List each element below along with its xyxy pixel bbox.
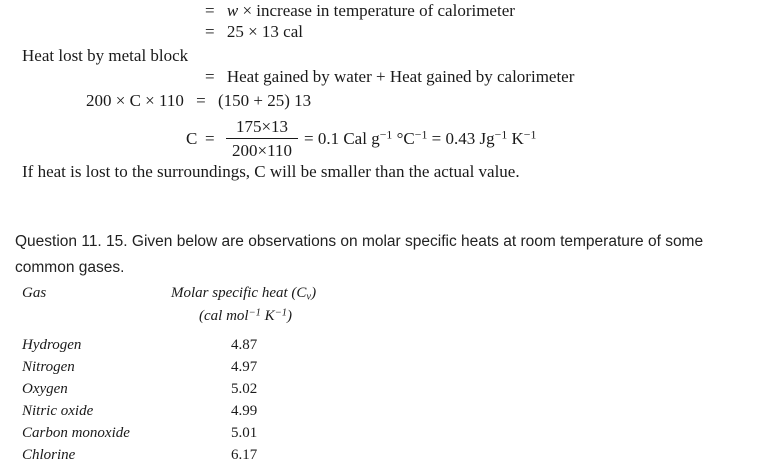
units-text: K: [260, 308, 275, 324]
units-close: ): [287, 308, 293, 324]
equation-text: × increase in temperature of calorimeter: [238, 1, 515, 20]
equation-result: [304, 129, 536, 149]
equals-sign: =: [196, 91, 206, 110]
header-close: ): [311, 285, 317, 301]
heat-lost-label: Heat lost by metal block: [22, 46, 189, 65]
column-header-gas: Gas: [22, 285, 47, 301]
equation-line-2: [205, 22, 303, 42]
equals-sign: =: [205, 22, 215, 41]
fraction-numerator: 175×13: [235, 117, 289, 136]
table-row-value: 4.99: [231, 403, 258, 419]
equation-text: Heat gained by water + Heat gained by calorimeter: [226, 67, 575, 86]
result-part-3: = 0.43 Jg: [427, 129, 495, 148]
table-row-value: 4.97: [231, 359, 258, 375]
equation-line-4: [86, 91, 311, 111]
equation-line-3: [205, 67, 574, 87]
equals-sign: =: [205, 67, 215, 86]
equation-lhs: 200 × C × 110: [86, 91, 184, 110]
equals-sign: =: [205, 1, 215, 20]
fraction-bar: [226, 138, 298, 139]
units-exponent: −1: [248, 307, 261, 319]
column-header-specific-heat: [171, 285, 316, 302]
table-row-gas: Carbon monoxide: [22, 425, 130, 441]
equals-sign: =: [205, 129, 215, 148]
units-exponent: −1: [274, 307, 288, 319]
fraction: [226, 117, 298, 161]
result-part-1: = 0.1 Cal g: [304, 129, 380, 148]
result-part-4: K: [507, 129, 524, 148]
conclusion-text: If heat is lost to the surroundings, C will be smaller than the actual value.: [22, 162, 520, 181]
exponent: −1: [494, 127, 508, 142]
variable-w: w: [226, 1, 239, 20]
equation-line-1: [205, 1, 515, 21]
table-row-value: 4.87: [231, 337, 258, 353]
table-row-value: 6.17: [231, 447, 258, 463]
table-row-value: 5.01: [231, 425, 258, 441]
table-row-gas: Nitrogen: [22, 359, 75, 375]
column-header-units: [199, 308, 292, 325]
header-text: Molar specific heat (C: [171, 285, 307, 301]
equation-rhs: (150 + 25) 13: [217, 91, 312, 110]
equation-text: 25 × 13 cal: [226, 22, 303, 41]
result-part-2: °C: [392, 129, 415, 148]
exponent: −1: [414, 127, 428, 142]
table-row-gas: Oxygen: [22, 381, 68, 397]
table-row-gas: Nitric oxide: [22, 403, 94, 419]
fraction-denominator: 200×110: [232, 141, 292, 160]
exponent: −1: [379, 127, 393, 142]
table-row-value: 5.02: [231, 381, 258, 397]
units-text: (cal mol: [199, 308, 249, 324]
table-row-gas: Hydrogen: [22, 337, 82, 353]
c-symbol: C: [186, 129, 198, 148]
header-subscript: v: [306, 291, 312, 303]
table-row-gas: Chlorine: [22, 447, 76, 463]
question-line-2: common gases.: [15, 259, 125, 276]
exponent: −1: [523, 127, 537, 142]
question-line-1: Question 11. 15. Given below are observations on molar specific heats at room temperature of some: [15, 233, 704, 250]
